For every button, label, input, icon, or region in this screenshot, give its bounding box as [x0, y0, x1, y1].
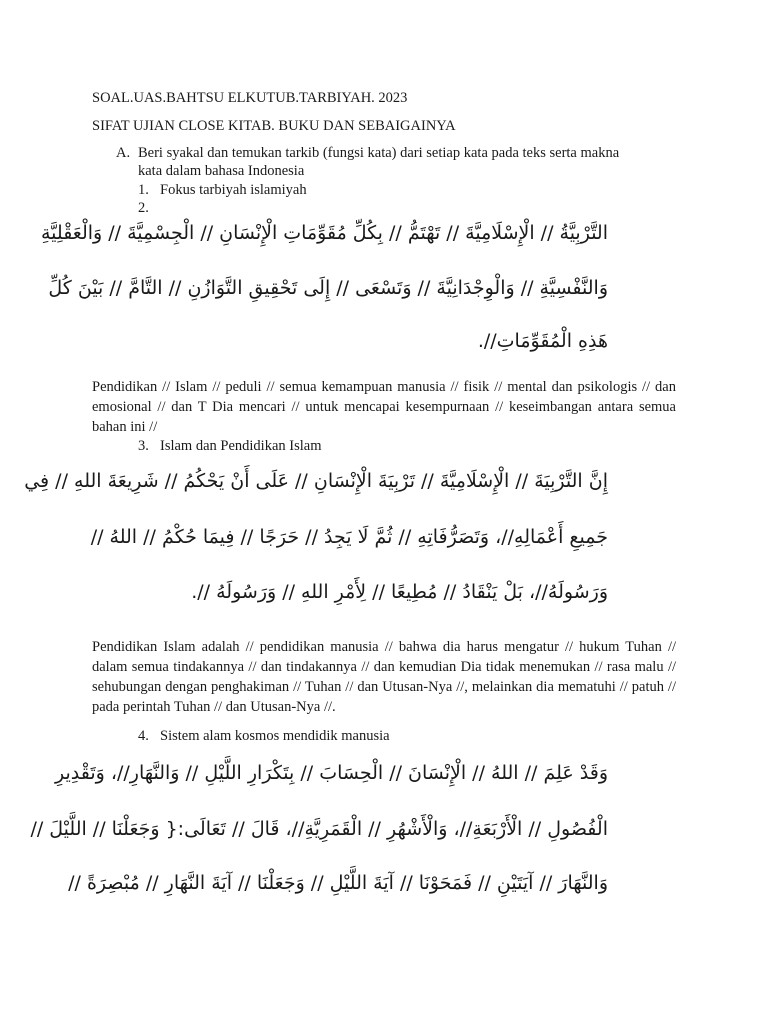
- arabic-text-line: وَالنَّفْسِيَّةِ // وَالْوِجْدَانِيَّةَ // وَتَسْعَى // إِلَى تَحْقِيقِ التَّوَازُنِ // التَّامَّ // بَيْنَ كُلِّ: [48, 277, 608, 299]
- item-4: [138, 726, 722, 746]
- exam-nature: SIFAT UJIAN CLOSE KITAB. BUKU DAN SEBAIGAINYA: [92, 118, 456, 134]
- arabic-text-line: وَقَدْ عَلِمَ // اللهُ // الْإِنْسَانَ // الْحِسَابَ // بِتَكْرَارِ اللَّيْلِ // وَالنَّهَارِ//، وَتَقْدِيرِ: [54, 762, 608, 784]
- instruction-line-1: Beri syakal dan temukan tarkib (fungsi kata) dari setiap kata pada teks serta makna: [138, 145, 620, 161]
- item-number: 2.: [138, 200, 149, 216]
- arabic-text-line: جَمِيعِ أَعْمَالِهِ//، وَتَصَرُّفَاتِهِ // ثُمَّ لَا يَجِدُ // حَرَجًا // فِيمَا حُكْمُ // اللهُ //: [90, 526, 608, 548]
- arabic-text-line: التَّرْبِيَّةُ // الْإِسْلَامِيَّةَ // تَهْتَمُّ // بِكُلِّ مُقَوِّمَاتِ الْإِنْسَانِ // الْجِسْمِيَّةَ // وَالْعَقْلِيَّةِ: [40, 222, 608, 244]
- item-title: Sistem alam kosmos mendidik manusia: [160, 728, 390, 744]
- translation-paragraph: Pendidikan // Islam // peduli // semua kemampuan manusia // fisik // mental dan psikologis // dan emosional // dan T Dia mencari // untuk mencapai kesempurnaan // keseimbangan antara semua bahan ini //: [92, 379, 676, 435]
- item-number: 4.: [138, 728, 149, 744]
- item-3: [138, 436, 722, 456]
- arabic-text-line: هَذِهِ الْمُقَوِّمَاتِ//.: [477, 330, 608, 352]
- exam-title: SOAL.UAS.BAHTSU ELKUTUB.TARBIYAH. 2023: [92, 90, 408, 106]
- arabic-text-line: الْفُصُولِ // الْأَرْبَعَةِ//، وَالْأَشْهُرِ // الْقَمَرِيَّةِ//، قَالَ // تَعَالَى:{ وَجَعَلْنَا // اللَّيْلَ //: [30, 818, 608, 840]
- section-a-instruction: [116, 143, 676, 163]
- arabic-text-line: إِنَّ التَّرْبِيَةَ // الْإِسْلَامِيَّةَ // تَرْبِيَةَ الْإِنْسَانِ // عَلَى أَنْ يَحْكُمُ // شَرِيعَةَ اللهِ // فِي: [24, 470, 608, 492]
- instruction-line-2: kata dalam bahasa Indonesia: [138, 163, 305, 179]
- item-number: 3.: [138, 438, 149, 454]
- item-title: Islam dan Pendidikan Islam: [160, 438, 322, 454]
- arabic-text-line: وَرَسُولَهُ//، بَلْ يَنْقَادُ // مُطِيعًا // لِأَمْرِ اللهِ // وَرَسُولَهُ //.: [191, 581, 608, 603]
- section-letter: A.: [116, 145, 131, 161]
- item-title: Fokus tarbiyah islamiyah: [160, 182, 307, 198]
- item-1: [138, 180, 722, 200]
- item-2: [138, 198, 722, 218]
- arabic-text-line: وَالنَّهَارَ // آيَتَيْنِ // فَمَحَوْنَا // آيَةَ اللَّيْلِ // وَجَعَلْنَا // آيَةَ النَّهَارِ // مُبْصِرَةً //: [68, 872, 608, 894]
- translation-paragraph: Pendidikan Islam adalah // pendidikan manusia // bahwa dia harus mengatur // hukum Tuhan // dalam semua tindakannya // dan tindakannya // dan kemudian Dia tidak menemukan // rasa malu // sehubungan dengan penghakiman // Tuhan // dan Utusan-Nya //, melainkan dia mematuhi // patuh // pada perintah Tuhan // dan Utusan-Nya //.: [92, 639, 676, 715]
- item-number: 1.: [138, 182, 149, 198]
